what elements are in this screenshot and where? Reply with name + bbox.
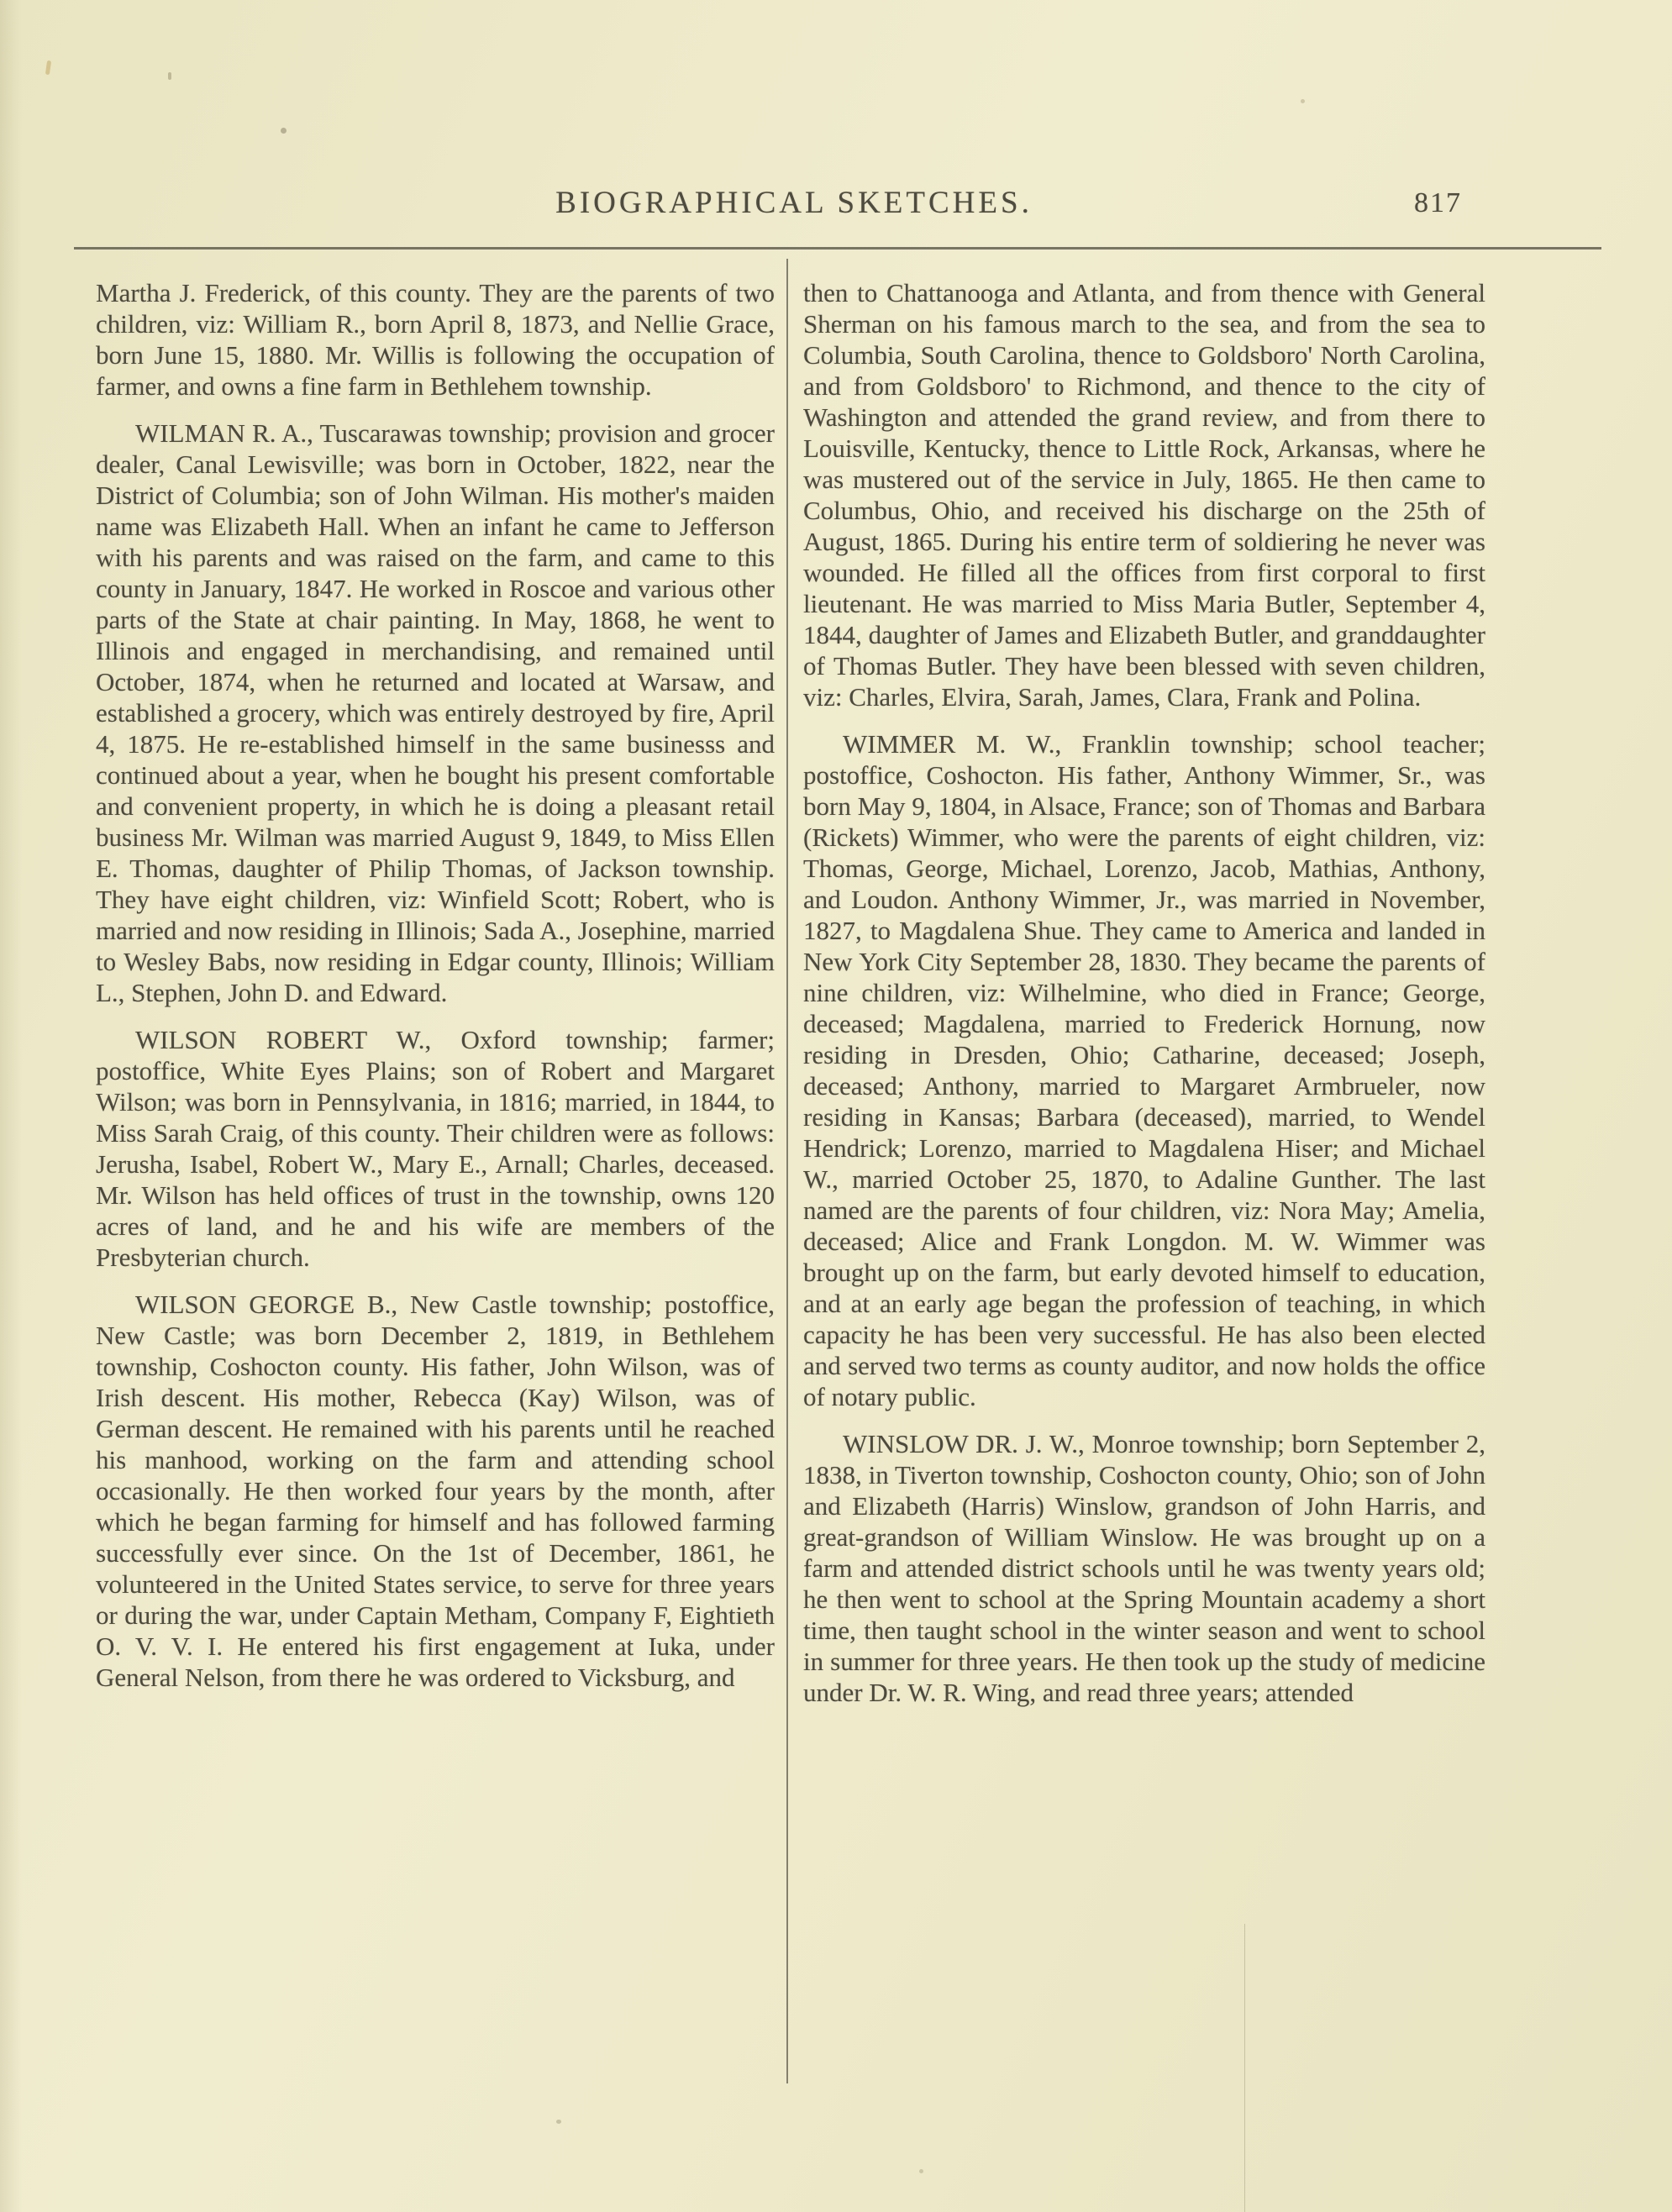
paper-speck (919, 2169, 923, 2173)
page-number: 817 (1414, 187, 1462, 218)
paper-speck (556, 2120, 561, 2124)
paper-speck (1301, 99, 1305, 103)
running-title: BIOGRAPHICAL SKETCHES. (555, 186, 1033, 220)
left-column (96, 277, 775, 1693)
right-column (803, 277, 1485, 1708)
paper-crease (1244, 1924, 1245, 2212)
entry-wilson-robert: WILSON ROBERT W., Oxford township; farmer; postoffice, White Eyes Plains; son of Robert and Margaret Wilson; was born in Pennsylvania, in 1816; married, in 1844, to Miss Sarah Craig, of this county. Their children were as follows: Jerusha, Isabel, Robert W., Mary E., Arnall; Charles, deceased. Mr. Wilson has held offices of trust in the township, owns 120 acres of land, and he and his wife are members of the Presbyterian church. (96, 1025, 775, 1272)
header-rule (74, 247, 1601, 250)
entry-wimmer: WIMMER M. W., Franklin township; school teacher; postoffice, Coshocton. His father, Anthony Wimmer, Sr., was born May 9, 1804, in Alsace, France; son of Thomas and Barbara (Rickets) Wimmer, who were the parents of eight children, viz: Thomas, George, Michael, Lorenzo, Jacob, Mathias, Anthony, and Loudon. Anthony Wimmer, Jr., was married in November, 1827, to Magdalena Shue. They came to America and landed in New York City September 28, 1830. They became the parents of nine children, viz: Wilhelmine, who died in France; George, deceased; Magdalena, married to Frederick Hornung, now residing in Dresden, Ohio; Catharine, deceased; Joseph, deceased; Anthony, married to Margaret Armbrueler, now residing in Kansas; Barbara (deceased), married, to Wendel Hendrick; Lorenzo, married to Magdalena Hiser; and Michael W., married October 25, 1870, to Adaline Gunther. The last named are the parents of four children, viz: Nora May; Amelia, deceased; Alice and Frank Longdon. M. W. Wimmer was brought up on the farm, but early devoted himself to education, and at an early age began the profession of teaching, in which capacity he has been very successful. He has also been elected and served two terms as county auditor, and now holds the office of notary public. (803, 729, 1485, 1411)
entry-winslow: WINSLOW DR. J. W., Monroe township; born September 2, 1838, in Tiverton township, Coshocton county, Ohio; son of John and Elizabeth (Harris) Winslow, grandson of John Harris, and great-grandson of William Winslow. He was brought up on a farm and attended district schools until he was twenty years old; he then went to school at the Spring Mountain academy a short time, then taught school in the winter season and went to school in summer for three years. He then took up the study of medicine under Dr. W. R. Wing, and read three years; attended (803, 1429, 1485, 1707)
page-left-edge-shade (0, 0, 22, 2212)
entry-willis-continuation: Martha J. Frederick, of this county. They are the parents of two children, viz: William R., born April 8, 1873, and Nellie Grace, born June 15, 1880. Mr. Willis is following the occupation of farmer, and owns a fine farm in Bethlehem township. (96, 278, 775, 401)
entry-wilson-george: WILSON GEORGE B., New Castle township; postoffice, New Castle; was born December 2, 1819, in Bethlehem township, Coshocton county. His father, John Wilson, was of Irish descent. His mother, Rebecca (Kay) Wilson, was of German descent. He remained with his parents until he reached his manhood, working on the farm and attending school occasionally. He then worked four years by the month, after which he began farming for himself and has followed farming successfully ever since. On the 1st of December, 1861, he volunteered in the United States service, to serve for three years or during the war, under Captain Metham, Company F, Eightieth O. V. V. I. He entered his first engagement at Iuka, under General Nelson, from there he was ordered to Vicksburg, and (96, 1290, 775, 1692)
paper-speck (281, 128, 287, 134)
column-divider-rule (786, 259, 788, 2083)
entry-wilman: WILMAN R. A., Tuscarawas township; provision and grocer dealer, Canal Lewisville; was born in October, 1822, near the District of Columbia; son of John Wilman. His mother's maiden name was Elizabeth Hall. When an infant he came to Jefferson with his parents and was raised on the farm, and came to this county in January, 1847. He worked in Roscoe and various other parts of the State at chair painting. In May, 1868, he went to Illinois and engaged in merchandising, and remained until October, 1874, when he returned and located at Warsaw, and established a grocery, which was entirely destroyed by fire, April 4, 1875. He re-established himself in the same businesss and continued about a year, when he bought his present comfortable and convenient property, in which he is doing a pleasant retail business Mr. Wilman was married August 9, 1849, to Miss Ellen E. Thomas, daughter of Philip Thomas, of Jackson township. They have eight children, viz: Winfield Scott; Robert, who is married and now residing in Illinois; Sada A., Josephine, married to Wesley Babs, now residing in Edgar county, Illinois; William L., Stephen, John D. and Edward. (96, 418, 775, 1007)
entry-wilson-george-continuation: then to Chattanooga and Atlanta, and from thence with General Sherman on his famous march to the sea, and from the sea to Columbia, South Carolina, thence to Goldsboro' North Carolina, and from Goldsboro' to Richmond, and thence to the city of Washington and attended the grand review, and from there to Louisville, Kentucky, thence to Little Rock, Arkansas, where he was mustered out of the service in July, 1865. He then came to Columbus, Ohio, and received his discharge on the 25th of August, 1865. During his entire term of soldiering he never was wounded. He filled all the offices from first corporal to first lieutenant. He was married to Miss Maria Butler, September 4, 1844, daughter of James and Elizabeth Butler, and granddaughter of Thomas Butler. They have been blessed with seven children, viz: Charles, Elvira, Sarah, James, Clara, Frank and Polina. (803, 278, 1485, 712)
paper-speck (168, 72, 171, 80)
